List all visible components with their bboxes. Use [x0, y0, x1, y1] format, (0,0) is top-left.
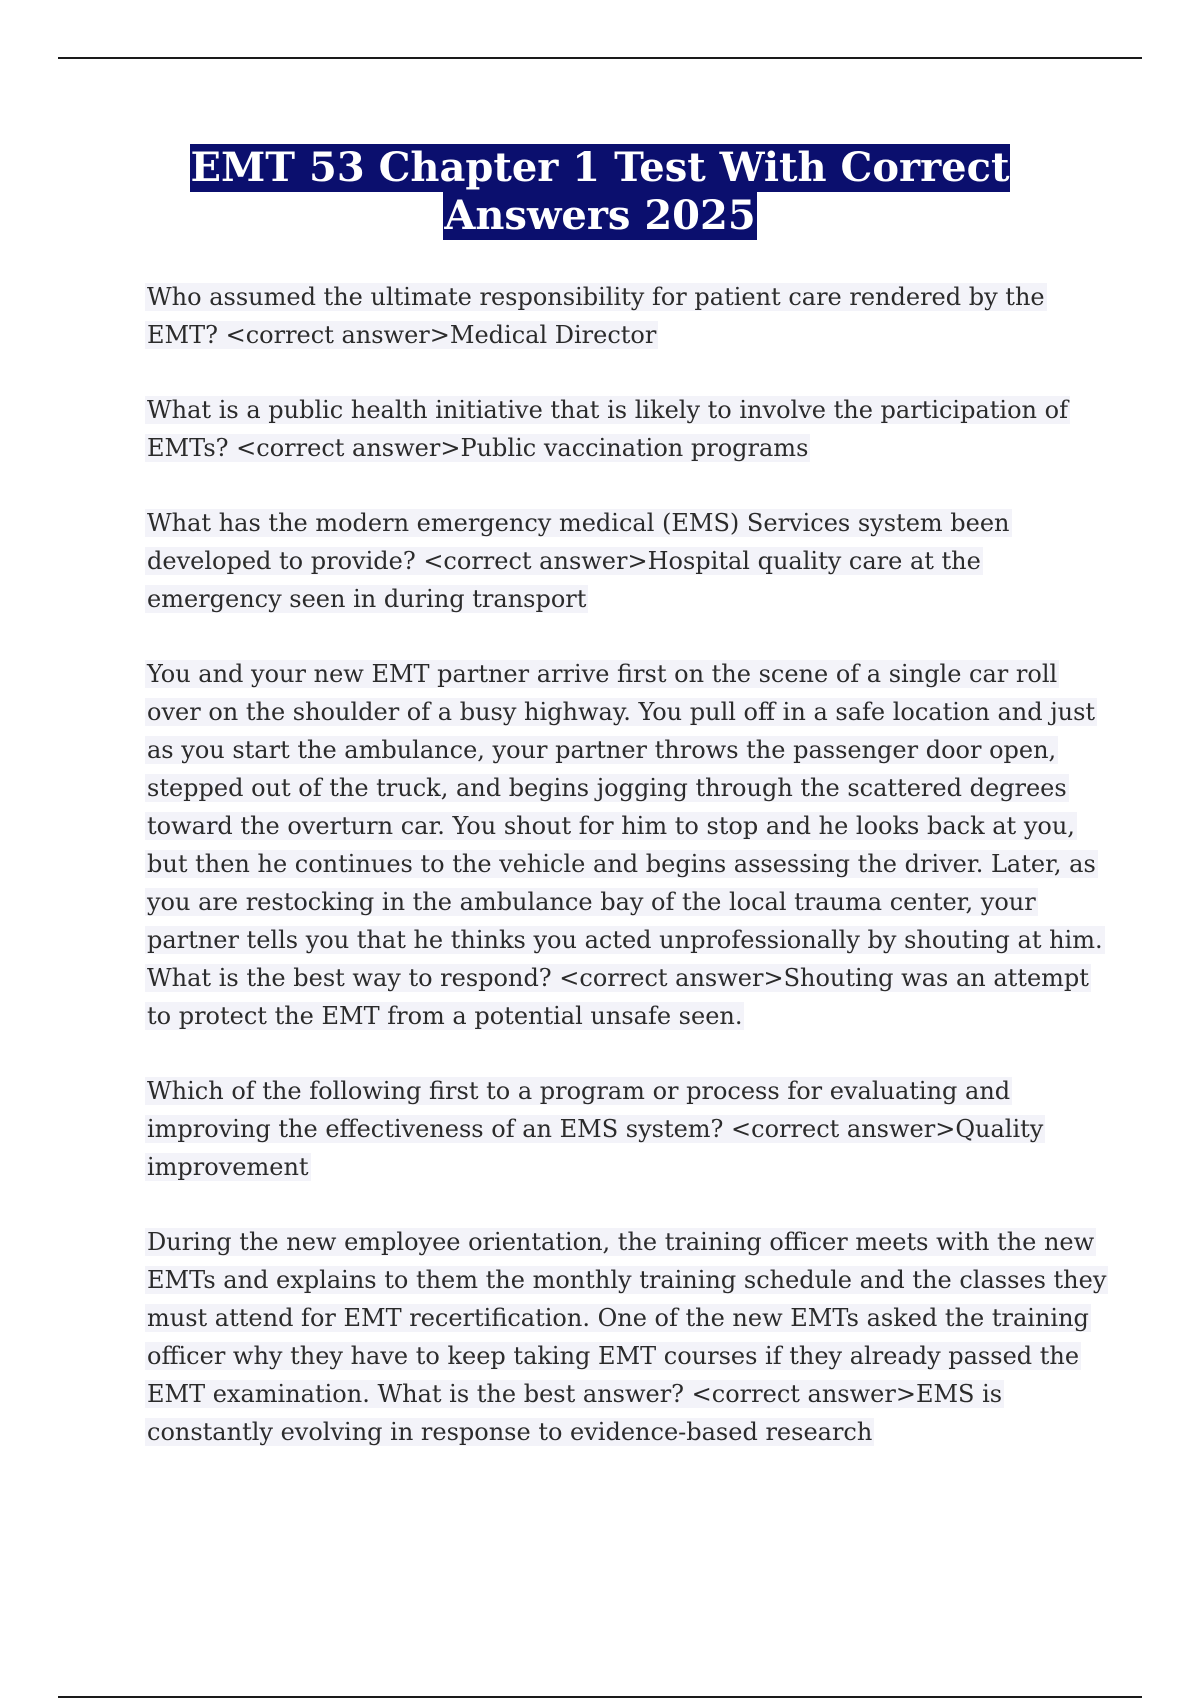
qa-line: What has the modern emergency medical (EMS) Services system been	[147, 509, 1010, 537]
qa-line: must attend for EMT recertification. One of the new EMTs asked the training	[147, 1304, 1089, 1332]
qa-line: constantly evolving in response to evidence-based research	[147, 1418, 873, 1446]
qa-item	[145, 278, 1090, 354]
qa-line: improving the effectiveness of an EMS system? <correct answer>Quality	[147, 1115, 1044, 1143]
qa-line: developed to provide? <correct answer>Hospital quality care at the	[147, 547, 981, 575]
qa-line: emergency seen in during transport	[147, 585, 587, 613]
qa-line: What is the best way to respond? <correct answer>Shouting was an attempt	[147, 964, 1089, 992]
qa-line: as you start the ambulance, your partner throws the passenger door open,	[147, 736, 1057, 764]
qa-line: over on the shoulder of a busy highway. You pull off in a safe location and just	[147, 698, 1096, 726]
qa-line: EMT examination. What is the best answer? <correct answer>EMS is	[147, 1380, 1003, 1408]
qa-line: you are restocking in the ambulance bay of the local trauma center, your	[147, 888, 1036, 916]
qa-line: stepped out of the truck, and begins jogging through the scattered degrees	[147, 774, 1067, 802]
document-title	[0, 144, 1200, 240]
qa-list	[145, 278, 1107, 1488]
qa-item	[145, 391, 1090, 467]
qa-line: EMTs? <correct answer>Public vaccination programs	[147, 434, 809, 462]
qa-line: toward the overturn car. You shout for him to stop and he looks back at you,	[147, 812, 1075, 840]
qa-item	[145, 1223, 1107, 1451]
qa-line: Who assumed the ultimate responsibility for patient care rendered by the	[147, 283, 1045, 311]
qa-line: Which of the following first to a program or process for evaluating and	[147, 1077, 1011, 1105]
qa-item	[145, 504, 1090, 618]
qa-item	[145, 1072, 1090, 1186]
qa-line: You and your new EMT partner arrive first on the scene of a single car roll	[147, 660, 1058, 688]
qa-line: improvement	[147, 1153, 309, 1181]
top-rule	[58, 57, 1142, 59]
qa-line: but then he continues to the vehicle and begins assessing the driver. Later, as	[147, 850, 1096, 878]
bottom-rule	[58, 1696, 1142, 1698]
title-line-2: Answers 2025	[444, 192, 756, 239]
qa-line: partner tells you that he thinks you acted unprofessionally by shouting at him.	[147, 926, 1103, 954]
qa-item	[145, 655, 1103, 1035]
qa-line: What is a public health initiative that is likely to involve the participation of	[147, 396, 1068, 424]
title-line-1: EMT 53 Chapter 1 Test With Correct	[190, 144, 1010, 191]
qa-line: EMTs and explains to them the monthly training schedule and the classes they	[147, 1266, 1107, 1294]
qa-line: During the new employee orientation, the training officer meets with the new	[147, 1228, 1095, 1256]
qa-line: to protect the EMT from a potential unsafe seen.	[147, 1002, 743, 1030]
qa-line: officer why they have to keep taking EMT courses if they already passed the	[147, 1342, 1080, 1370]
qa-line: EMT? <correct answer>Medical Director	[147, 321, 657, 349]
